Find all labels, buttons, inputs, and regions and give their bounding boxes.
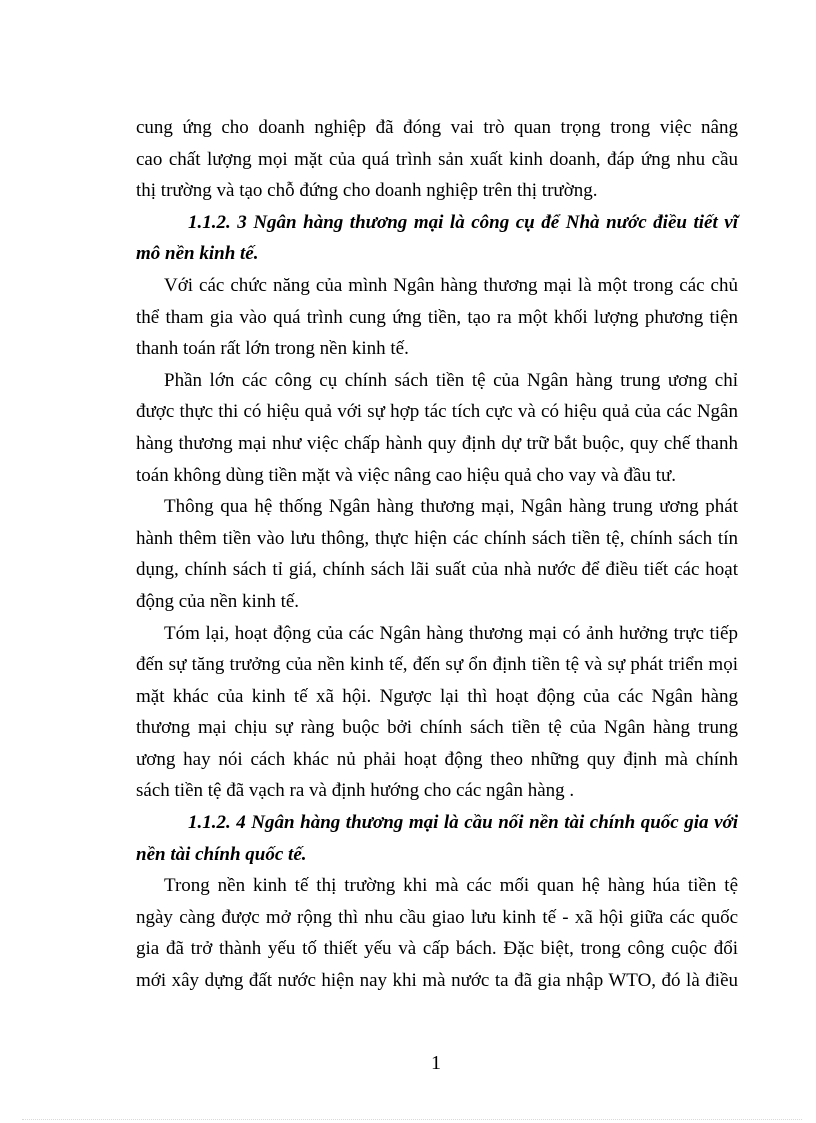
paragraph: [136, 618, 738, 808]
text-line: mặt khác của kinh tế xã hội. Ngược lại thì hoạt động của các Ngân hàng: [136, 685, 738, 707]
text-line: đến sự tăng trưởng của nền kinh tế, đến sự ổn định tiền tệ và sự phát triển mọi: [136, 654, 738, 676]
page-content: [136, 112, 738, 997]
text-line: thương mại chịu sự ràng buộc bởi chính sách tiền tệ của Ngân hàng trung: [136, 717, 738, 739]
section-heading: [136, 207, 738, 270]
heading-line: 1.1.2. 3 Ngân hàng thương mại là công cụ để Nhà nước điều tiết vĩ: [188, 211, 738, 233]
text-line: hành thêm tiền vào lưu thông, thực hiện các chính sách tiền tệ, chính sách tín: [136, 527, 738, 549]
text-line: ương hay nói cách khác nủ phải hoạt động theo những quy định mà chính: [136, 748, 738, 770]
text-line: hàng thương mại như việc chấp hành quy định dự trữ bắt buộc, quy chế thanh: [136, 432, 738, 454]
text-line: ngày càng được mở rộng thì nhu cầu giao lưu kinh tế - xã hội giữa các quốc: [136, 906, 738, 928]
paragraph: [136, 365, 738, 491]
text-line: mới xây dựng đất nước hiện nay khi mà nước ta đã gia nhập WTO, đó là điều: [136, 970, 738, 992]
text-line: động của nền kinh tế.: [136, 590, 300, 612]
heading-line: mô nền kinh tế.: [136, 243, 259, 265]
page-bottom-border: [22, 1119, 802, 1120]
text-line: dụng, chính sách tỉ giá, chính sách lãi suất của nhà nước để điều tiết các hoạt: [136, 559, 738, 581]
text-line: gia đã trở thành yếu tố thiết yếu và cấp bách. Đặc biệt, trong công cuộc đổi: [136, 938, 738, 960]
text-line: Với các chức năng của mình Ngân hàng thương mại là một trong các chủ: [164, 274, 738, 296]
paragraph: [136, 870, 738, 996]
heading-line: 1.1.2. 4 Ngân hàng thương mại là cầu nối nền tài chính quốc gia với: [188, 812, 738, 834]
text-line: cung ứng cho doanh nghiệp đã đóng vai trò quan trọng trong việc nâng: [136, 117, 738, 138]
text-line: thị trường và tạo chỗ đứng cho doanh nghiệp trên thị trường.: [136, 180, 598, 202]
text-line: Tóm lại, hoạt động của các Ngân hàng thương mại có ảnh hưởng trực tiếp: [164, 622, 738, 644]
page-number: 1: [431, 1052, 441, 1074]
text-line: Thông qua hệ thống Ngân hàng thương mại, Ngân hàng trung ương phát: [164, 496, 738, 518]
text-line: cao chất lượng mọi mặt của quá trình sản xuất kinh doanh, đáp ứng nhu cầu: [136, 148, 738, 170]
text-line: Trong nền kinh tế thị trường khi mà các mối quan hệ hàng húa tiền tệ: [164, 875, 738, 897]
text-line: được thực thi có hiệu quả với sự hợp tác tích cực và có hiệu quả của các Ngân: [136, 401, 738, 423]
paragraph: [136, 491, 738, 617]
text-line: thể tham gia vào quá trình cung ứng tiền, tạo ra một khối lượng phương tiện: [136, 306, 738, 328]
paragraph: [136, 270, 738, 365]
text-line: sách tiền tệ đã vạch ra và định hướng cho các ngân hàng .: [136, 780, 575, 802]
paragraph: [136, 112, 738, 207]
text-line: Phần lớn các công cụ chính sách tiền tệ của Ngân hàng trung ương chỉ: [164, 369, 738, 391]
section-heading: [136, 807, 738, 870]
text-line: toán không dùng tiền mặt và việc nâng cao hiệu quả cho vay và đầu tư.: [136, 464, 677, 486]
heading-line: nền tài chính quốc tế.: [136, 843, 307, 865]
text-line: thanh toán rất lớn trong nền kinh tế.: [136, 338, 409, 360]
